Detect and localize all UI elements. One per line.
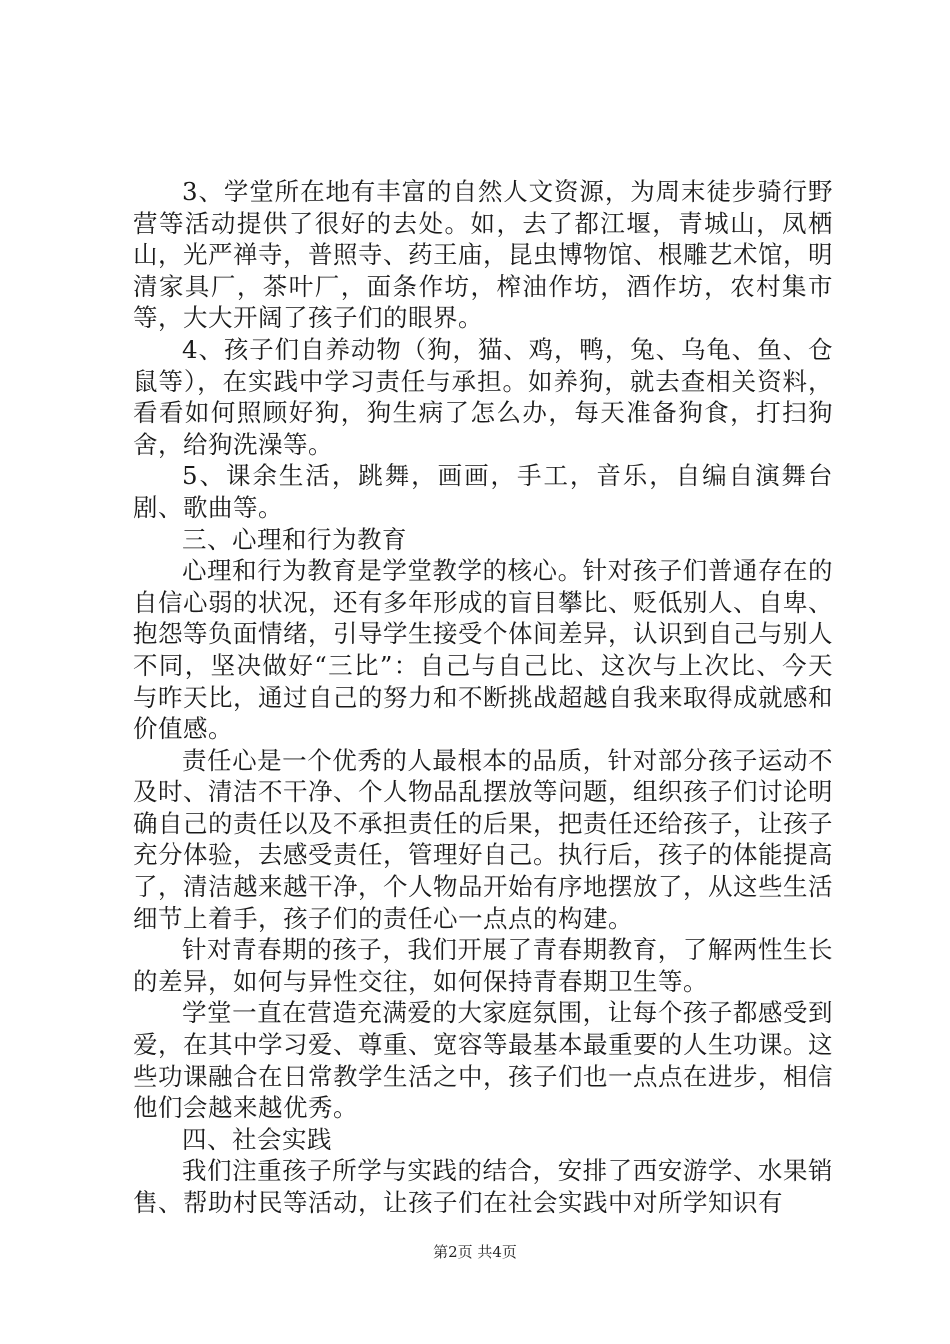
paragraph-item-4: 4、孩子们自养动物（狗，猫、鸡，鸭，兔、乌龟、鱼、仓鼠等），在实践中学习责任与承担。如养狗，就去查相关资料，看看如何照顾好狗，狗生病了怎么办，每天准备狗食，打扫狗舍，给狗洗澡等。 — [133, 334, 833, 459]
paragraph-item-5: 5、课余生活，跳舞，画画，手工，音乐，自编自演舞台剧、歌曲等。 — [133, 461, 833, 522]
document-body — [133, 176, 833, 1219]
paragraph-family-love: 学堂一直在营造充满爱的大家庭氛围，让每个孩子都感受到爱，在其中学习爱、尊重、宽容等最基本最重要的人生功课。这些功课融合在日常教学生活之中，孩子们也一点点在进步，相信他们会越来越优秀。 — [133, 998, 833, 1123]
paragraph-social-practice: 我们注重孩子所学与实践的结合，安排了西安游学、水果销售、帮助村民等活动，让孩子们在社会实践中对所学知识有 — [133, 1156, 833, 1217]
paragraph-psychology: 心理和行为教育是学堂教学的核心。针对孩子们普通存在的自信心弱的状况，还有多年形成的盲目攀比、贬低别人、自卑、抱怨等负面情绪，引导学生接受个体间差异，认识到自己与别人不同，坚决做好“三比”：自己与自己比、这次与上次比、今天与昨天比，通过自己的努力和不断挑战超越自我来取得成就感和价值感。 — [133, 556, 833, 744]
paragraph-responsibility: 责任心是一个优秀的人最根本的品质，针对部分孩子运动不及时、清洁不干净、个人物品乱摆放等问题，组织孩子们讨论明确自己的责任以及不承担责任的后果，把责任还给孩子，让孩子充分体验，去感受责任，管理好自己。执行后，孩子的体能提高了，清洁越来越干净，个人物品开始有序地摆放了，从这些生活细节上着手，孩子们的责任心一点点的构建。 — [133, 745, 833, 933]
paragraph-item-3: 3、学堂所在地有丰富的自然人文资源，为周末徒步骑行野营等活动提供了很好的去处。如，去了都江堰，青城山，凤栖山，光严禅寺，普照寺、药王庙，昆虫博物馆、根雕艺术馆，明清家具厂，茶叶厂，面条作坊，榨油作坊，酒作坊，农村集市等，大大开阔了孩子们的眼界。 — [133, 177, 833, 333]
page-footer: 第2页 共4页 — [433, 1243, 517, 1261]
section-heading-3: 三、心理和行为教育 — [182, 524, 407, 554]
section-heading-4: 四、社会实践 — [182, 1124, 332, 1154]
paragraph-adolescence: 针对青春期的孩子，我们开展了青春期教育，了解两性生长的差异，如何与异性交往，如何保持青春期卫生等。 — [133, 935, 833, 996]
